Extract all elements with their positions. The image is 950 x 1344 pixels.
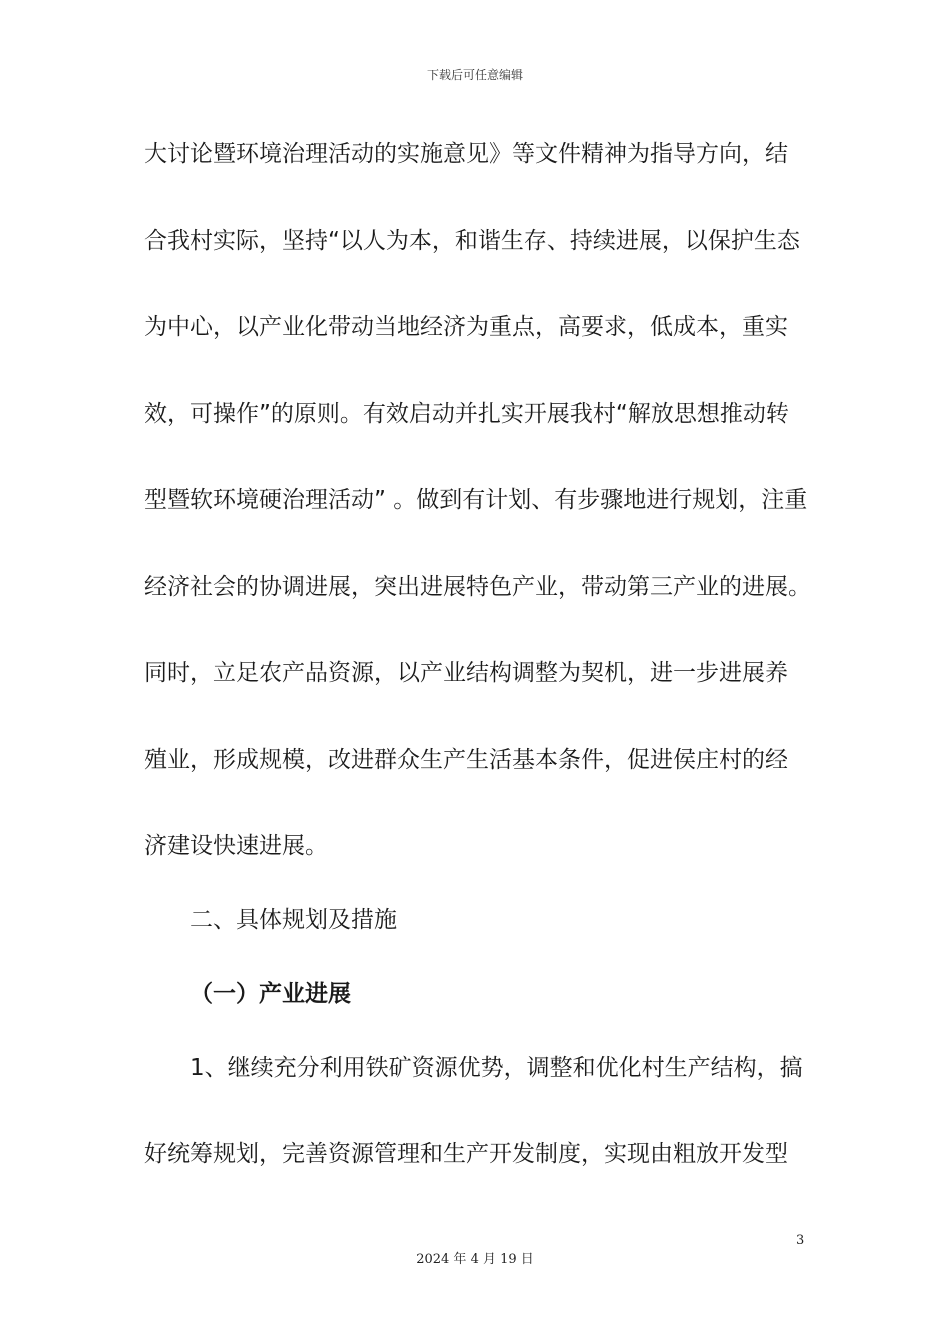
subsection-heading: （一）产业进展 [190, 981, 351, 1007]
paragraph-line: 合我村实际，坚持“以人为本，和谐生存、持续进展，以保护生态 [144, 228, 800, 254]
paragraph-line: 同时，立足农产品资源，以产业结构调整为契机，进一步进展养 [144, 660, 788, 686]
footer-date: 2024 年 4 月 19 日 [416, 1252, 534, 1267]
paragraph-line: 经济社会的协调进展，突出进展特色产业，带动第三产业的进展。 [144, 574, 811, 600]
paragraph-line: 殖业，形成规模，改进群众生产生活基本条件，促进侯庄村的经 [144, 747, 788, 773]
header-note: 下载后可任意编辑 [426, 68, 523, 82]
item-line: 1、继续充分利用铁矿资源优势，调整和优化村生产结构，搞 [190, 1055, 803, 1081]
paragraph-line: 为中心，以产业化带动当地经济为重点，高要求，低成本，重实 [144, 314, 788, 340]
item-line: 好统筹规划，完善资源管理和生产开发制度，实现由粗放开发型 [144, 1141, 788, 1167]
paragraph-line: 效，可操作”的原则。有效启动并扎实开展我村“解放思想推动转 [144, 401, 789, 427]
paragraph-line: 大讨论暨环境治理活动的实施意见》等文件精神为指导方向，结 [144, 141, 788, 167]
page-number: 3 [796, 1233, 805, 1248]
paragraph-line: 济建设快速进展。 [144, 833, 328, 859]
paragraph-line: 型暨软环境硬治理活动” 。做到有计划、有步骤地进行规划，注重 [144, 487, 808, 513]
section-heading: 二、具体规划及措施 [190, 907, 397, 933]
